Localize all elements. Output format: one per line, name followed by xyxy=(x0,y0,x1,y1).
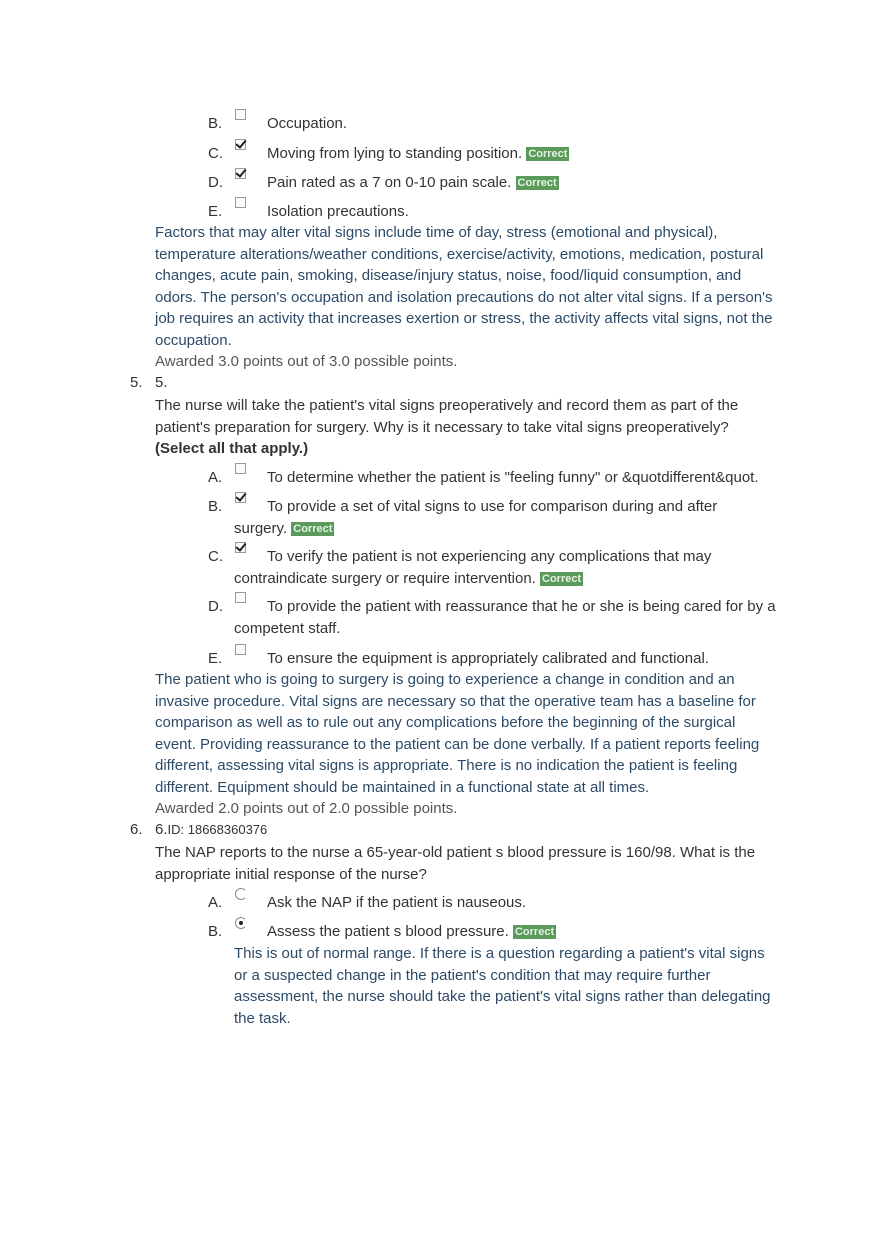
option-text: Ask the NAP if the patient is nauseous. xyxy=(267,894,527,911)
q6-option-a xyxy=(208,892,788,914)
option-text: Isolation precautions. xyxy=(267,203,409,220)
option-letter: E. xyxy=(208,203,223,220)
correct-badge: Correct xyxy=(542,573,582,585)
correct-badge: Correct xyxy=(293,523,333,535)
option-text: To provide a set of vital signs to use for comparison during and after surgery. xyxy=(234,498,718,537)
q6-number-line xyxy=(155,821,267,838)
q5-stem-text: The nurse will take the patient's vital signs preoperatively and record them as part of the patient's preparation for surgery. Why is it necessary to take vital signs preoperatively? xyxy=(155,397,739,436)
q5-feedback: The patient who is going to surgery is going to experience a change in condition and an invasive procedure. Vital signs are necessary so that the operative team has a baseline for comparison as well as to rule out any complications before the beginning of the surgical event. Providing reassurance to the patient can be done verbally. If a patient reports feeling different, assessing vital signs is appropriate. There is no indication the patient is feeling different. Equipment should be maintained in a functional state at all times. xyxy=(155,671,760,796)
radio-button[interactable] xyxy=(235,888,247,900)
option-letter: B. xyxy=(208,498,223,515)
q5-instruction: (Select all that apply.) xyxy=(155,440,309,458)
q6-number: 6. xyxy=(155,821,168,838)
option-text: Pain rated as a 7 on 0-10 pain scale. xyxy=(267,174,512,191)
option-text: Moving from lying to standing position. xyxy=(267,145,523,162)
option-letter: B. xyxy=(208,923,223,940)
q5-stem xyxy=(155,395,755,460)
correct-badge: Correct xyxy=(514,926,555,938)
option-letter: A. xyxy=(208,894,223,911)
checkbox-checked[interactable] xyxy=(235,139,246,150)
checkbox[interactable] xyxy=(235,109,246,120)
q5-number: 5. xyxy=(155,374,168,391)
option-letter: C. xyxy=(208,548,223,565)
checkbox[interactable] xyxy=(235,463,246,474)
q4-awarded-points: Awarded 3.0 points out of 3.0 possible points. xyxy=(155,353,458,370)
q5-awarded-points: Awarded 2.0 points out of 2.0 possible points. xyxy=(155,800,458,817)
option-text: Occupation. xyxy=(267,115,348,132)
q5-option-c xyxy=(208,546,738,590)
option-letter: E. xyxy=(208,650,223,667)
q5-option-b xyxy=(208,496,748,540)
option-text: To verify the patient is not experiencing any complications that may contraindicate surgery or require intervention. xyxy=(234,548,712,587)
option-letter: A. xyxy=(208,469,223,486)
option-text: To ensure the equipment is appropriately calibrated and functional. xyxy=(267,650,709,667)
checkbox[interactable] xyxy=(235,197,246,208)
q5-option-a xyxy=(208,467,788,489)
checkbox-checked[interactable] xyxy=(235,542,246,553)
q5-option-d xyxy=(208,596,788,640)
q4-option-e xyxy=(208,201,788,223)
q4-feedback: Factors that may alter vital signs include time of day, stress (emotional and physical), temperature alterations/weather conditions, exercise/activity, emotions, medication, postural changes, acute pain, smoking, disease/injury status, noise, food/liquid consumption, and odors. The person's occupation and isolation precautions do not alter vital signs. If a person's job requires an activity that increases exertion or stress, the activity affects vital signs, not the occupation. xyxy=(155,224,773,349)
checkbox[interactable] xyxy=(235,644,246,655)
correct-badge: Correct xyxy=(528,148,568,160)
checkbox-checked[interactable] xyxy=(235,168,246,179)
option-text: Assess the patient s blood pressure. xyxy=(267,923,509,940)
q5-option-e xyxy=(208,648,788,670)
q6-option-b xyxy=(208,921,788,943)
q6-feedback: This is out of normal range. If there is a question regarding a patient's vital signs or a suspected change in the patient's condition that may require further assessment, the nurse should take the patient's vital signs rather than delegating the task. xyxy=(234,945,771,1027)
q6-stem: The NAP reports to the nurse a 65-year-old patient s blood pressure is 160/98. What is the appropriate initial response of the nurse? xyxy=(155,844,756,883)
checkbox-checked[interactable] xyxy=(235,492,246,503)
q4-option-c xyxy=(208,143,788,165)
q4-option-b xyxy=(208,113,788,135)
q5-list-number: 5. xyxy=(130,374,143,391)
checkbox[interactable] xyxy=(235,592,246,603)
option-letter: B. xyxy=(208,115,223,132)
q4-option-d xyxy=(208,172,788,194)
correct-badge: Correct xyxy=(517,177,557,189)
q6-list-number: 6. xyxy=(130,821,143,838)
option-text: To determine whether the patient is "feeling funny" or &quotdifferent&quot. xyxy=(267,469,759,486)
option-letter: D. xyxy=(208,174,223,191)
radio-button-selected[interactable] xyxy=(235,917,247,929)
option-letter: D. xyxy=(208,598,223,615)
q6-id: ID: 18668360376 xyxy=(167,822,268,837)
option-text: To provide the patient with reassurance that he or she is being cared for by a competent staff. xyxy=(234,598,776,637)
option-letter: C. xyxy=(208,145,223,162)
